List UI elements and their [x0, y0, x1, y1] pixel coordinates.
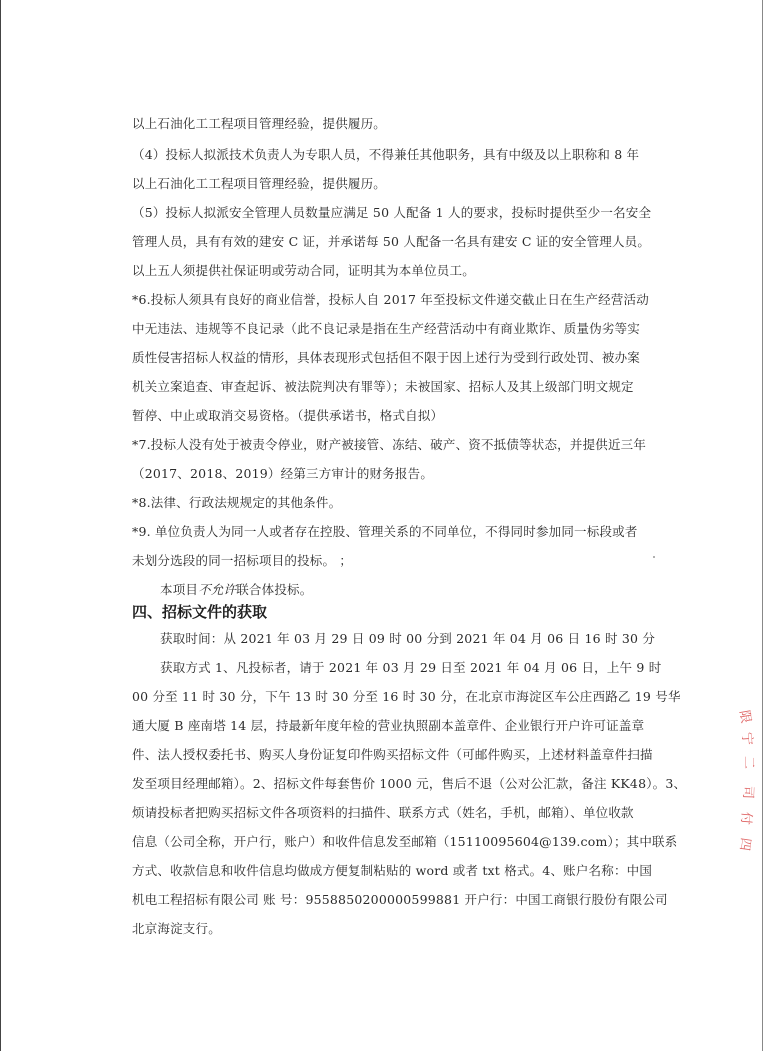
text-line: *9. 单位负责人为同一人或者存在控股、管理关系的不同单位，不得同时参加同一标段或者 — [132, 524, 638, 539]
consortium-suffix: 联合体投标。 — [236, 582, 313, 597]
text-line: （2017、2018、2019）经第三方审计的财务报告。 — [132, 466, 434, 481]
method-line: 件、法人授权委托书、购买人身份证复印件购买招标文件（可邮件购买，上述材料盖章件扫描 — [132, 747, 653, 762]
method-line: 发至项目经理邮箱）。2、招标文件每套售价 1000 元，售后不退（公对公汇款，备注 KK48）。3、 — [132, 776, 687, 791]
section-heading: 四、招标文件的获取 — [132, 603, 268, 621]
text-line: 未划分选段的同一招标项目的投标。 ； — [132, 553, 353, 568]
stamp-glyph: 二 — [741, 755, 757, 770]
stamp-glyph: 限 — [736, 709, 754, 725]
stamp-glyph: 司 — [739, 785, 756, 800]
text-line: 以上石油化工工程项目管理经验，提供履历。 — [132, 116, 387, 131]
text-line: *6.投标人须具有良好的商业信誉，投标人自 2017 年至投标文件递交截止日在生产经营活动 — [132, 292, 649, 307]
text-line: *8.法律、行政法规规定的其他条件。 — [132, 495, 342, 510]
text-line: *7.投标人没有处于被责令停业，财产被接管、冻结、破产、资不抵债等状态，并提供近三年 — [132, 437, 647, 452]
method-line: 方式、收款信息和收件信息均做成方便复制粘贴的 word 或者 txt 格式。4、账户名称：中国 — [132, 863, 653, 878]
method-line: 00 分至 11 时 30 分，下午 13 时 30 分至 16 时 30 分，在北京市海淀区车公庄西路乙 19 号华 — [132, 689, 681, 704]
stamp-glyph: 付 — [737, 811, 754, 826]
consortium-emphasis: 不允许 — [198, 582, 237, 597]
stamp-glyph: 四 — [736, 836, 753, 852]
method-line: 北京海淀支行。 — [132, 921, 221, 936]
stamp-glyph: 宁 — [738, 731, 755, 746]
method-line: 信息（公司全称，开户行，账户）和收件信息发至邮箱（15110095604@139.com）；其中联系 — [132, 834, 678, 849]
text-line: 以上石油化工工程项目管理经验，提供履历。 — [132, 176, 387, 191]
acquire-time-line: 获取时间：从 2021 年 03 月 29 日 09 时 00 分到 2021 年 04 月 06 日 16 时 30 分 — [160, 631, 656, 646]
text-line: （5）投标人拟派安全管理人员数量应满足 50 人配备 1 人的要求，投标时提供至少一名安全 — [132, 205, 652, 220]
method-line: 通大厦 B 座南塔 14 层，持最新年度年检的营业执照副本盖章件、企业银行开户许可证盖章 — [132, 718, 645, 733]
method-line: 获取方式 1、凡投标者，请于 2021 年 03 月 29 日至 2021 年 04 月 06 日，上午 9 时 — [160, 660, 662, 675]
method-line: 烦请投标者把购买招标文件各项资料的扫描件、联系方式（姓名，手机，邮箱）、单位收款 — [132, 805, 634, 820]
consortium-line — [160, 582, 312, 598]
consortium-prefix: 本项目 — [160, 582, 199, 597]
text-line: 中无违法、违规等不良记录（此不良记录是指在生产经营活动中有商业欺诈、质量伪劣等实 — [132, 321, 641, 336]
text-line: （4）投标人拟派技术负责人为专职人员，不得兼任其他职务，具有中级及以上职称和 8 年 — [132, 147, 640, 162]
seal-stamp — [728, 705, 763, 860]
text-line: 以上五人须提供社保证明或劳动合同，证明其为本单位员工。 — [132, 263, 475, 278]
scan-speck — [653, 556, 655, 558]
method-line: 机电工程招标有限公司 账 号：9558850200000599881 开户行：中国工商银行股份有限公司 — [132, 892, 668, 907]
text-line: 机关立案追查、审查起诉、被法院判决有罪等）；未被国家、招标人及其上级部门明文规定 — [132, 379, 634, 394]
text-line: 管理人员，具有有效的建安 C 证，并承诺每 50 人配备一名具有建安 C 证的安全管理人员。 — [132, 234, 651, 249]
text-line: 暂停、中止或取消交易资格。（提供承诺书，格式自拟） — [132, 408, 444, 423]
text-line: 质性侵害招标人权益的情形，具体表现形式包括但不限于因上述行为受到行政处罚、被办案 — [132, 350, 641, 365]
